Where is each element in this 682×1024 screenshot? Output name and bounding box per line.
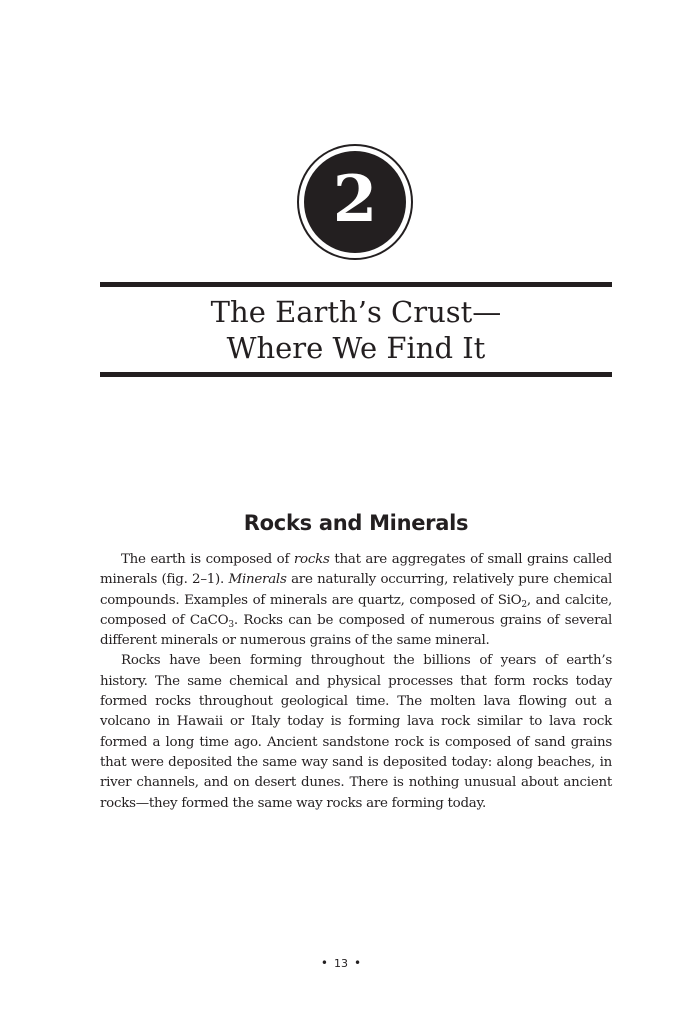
chapter-title-line-1: The Earth’s Crust— xyxy=(210,295,502,329)
term-rocks: rocks xyxy=(293,552,330,567)
paragraph-1-text: are naturally occurring, relatively pure chemical compounds. Examples of minerals are quartz, composed of SiO xyxy=(100,572,613,608)
page-footer xyxy=(0,956,682,970)
subscript: 3 xyxy=(228,619,234,630)
chapter-title xyxy=(100,294,612,366)
term-minerals: Minerals xyxy=(228,572,287,588)
bullet-icon: • xyxy=(354,956,362,970)
body-text xyxy=(100,550,612,814)
paragraph-1-text: . Rocks can be composed of numerous grains of several different minerals or numerous grains of the same mineral. xyxy=(100,612,612,649)
page-number: 13 xyxy=(334,957,348,970)
chapter-title-line-2: Where We Find It xyxy=(226,331,486,365)
subscript: 2 xyxy=(521,599,527,610)
title-rule-top xyxy=(100,282,612,287)
paragraph-1-text: , and calcite, composed of CaCO xyxy=(100,592,613,628)
section-heading: Rocks and Minerals xyxy=(243,511,469,535)
chapter-number-circle xyxy=(304,151,406,253)
chapter-number: 2 xyxy=(332,162,378,237)
chapter-number-badge xyxy=(297,144,413,260)
paragraph-1 xyxy=(100,550,612,651)
paragraph-2: Rocks have been forming throughout the billions of years of earth’s history. The same chemical and physical processes that form rocks today formed rocks throughout geological time. The molten lava flowing out a volcano in Hawaii or Italy today is forming lava rock similar to lava rock formed a long time ago. Ancient sandstone rock is composed of sand grains that were deposited the same way sand is deposited today: along beaches, in river channels, and on desert dunes. There is nothing unusual about ancient rocks—they formed the same way rocks are forming today. xyxy=(100,653,612,811)
bullet-icon: • xyxy=(320,956,328,970)
paragraph-1-text: that are aggregates of small grains called minerals (fig. 2–1). xyxy=(100,552,612,588)
paragraph-1-text: The earth is composed of xyxy=(121,552,294,567)
title-rule-bottom xyxy=(100,372,612,377)
